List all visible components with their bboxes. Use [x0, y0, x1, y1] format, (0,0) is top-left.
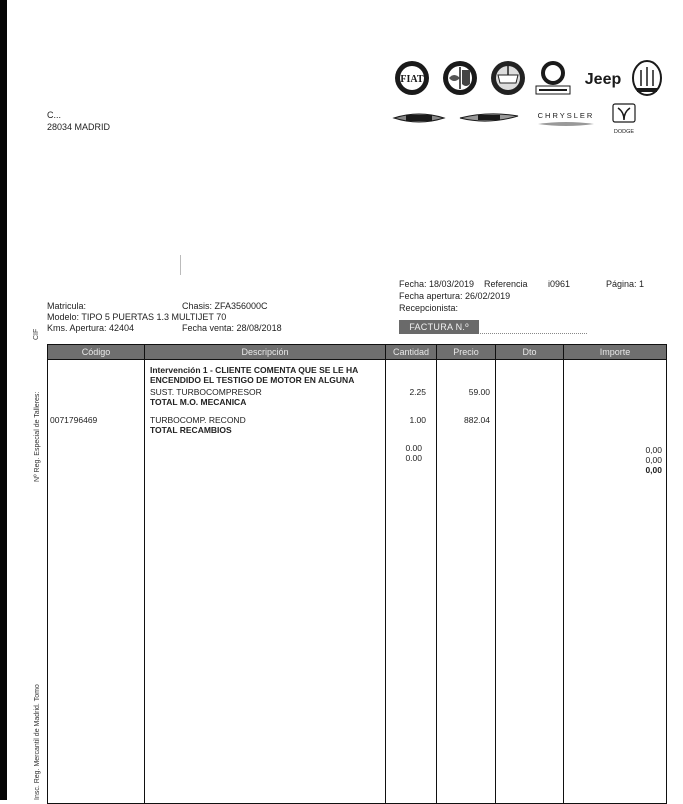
intervention-title-line1: Intervención 1 - CLIENTE COMENTA QUE SE LE HA [150, 365, 359, 375]
column-divider [385, 345, 386, 803]
part-code: 0071796469 [50, 415, 98, 425]
line-description: SUST. TURBOCOMPRESOR [150, 387, 262, 397]
table-header [48, 345, 666, 359]
svg-text:Jeep: Jeep [584, 71, 622, 88]
amount-total: 0,00 [645, 465, 662, 475]
maserati-logo [633, 61, 661, 95]
subtotal-quantity: 0.00 [405, 453, 422, 463]
column-divider [436, 345, 437, 803]
chassis: Chasis: ZFA356000C [182, 301, 268, 311]
side-mercantile-registry: Insc. Reg. Mercantil de Madrid. Tomo [34, 684, 41, 800]
sale-date: Fecha venta: 28/08/2018 [182, 323, 282, 333]
column-header-discount: Dto [522, 347, 537, 357]
alfa-romeo-logo [443, 61, 477, 95]
receptionist: Recepcionista: [399, 303, 459, 313]
chrysler-wings-logo [460, 114, 518, 121]
invoice-number-label: FACTURA N.º [399, 320, 479, 334]
jeep-logo [585, 71, 622, 88]
fiat-professional-logo [536, 61, 570, 94]
brand-logos [388, 58, 668, 138]
line-price: 59.00 [468, 387, 490, 397]
column-header-description: Descripción [241, 347, 289, 357]
intervention-title-line2: ENCENDIDO EL TESTIGO DE MOTOR EN ALGUNA [150, 375, 355, 385]
opening-km: Kms. Apertura: 42404 [47, 323, 135, 333]
svg-text:DODGE: DODGE [613, 129, 635, 135]
plate-label: Matricula: [47, 301, 87, 311]
invoice-date: Fecha: 18/03/2019 [399, 279, 475, 289]
line-quantity: 2.25 [409, 387, 426, 397]
vehicle-model: Modelo: TIPO 5 PUERTAS 1.3 MULTIJET 70 [47, 312, 227, 322]
scan-left-edge [0, 0, 7, 800]
column-header-price: Precio [453, 347, 479, 357]
line-quantity: 1.00 [409, 415, 426, 425]
invoice-number-dotted-line [480, 333, 587, 334]
amount-value: 0,00 [645, 445, 662, 455]
customer-name: C... [47, 110, 62, 120]
page-number: Página: 1 [606, 279, 645, 289]
svg-text:FIAT: FIAT [400, 74, 424, 85]
column-header-code: Código [81, 347, 111, 357]
reference-value: i0961 [548, 279, 571, 289]
invoice-lines-table [47, 344, 667, 804]
column-divider [495, 345, 496, 803]
side-workshop-registry: Nº Reg. Especial de Talleres: [34, 391, 41, 482]
side-cif: CIF [33, 328, 40, 340]
reference-label: Referencia [484, 279, 528, 289]
amount-value: 0,00 [645, 455, 662, 465]
dodge-logo [613, 104, 635, 135]
column-header-quantity: Cantidad [392, 347, 430, 357]
fiat-logo [395, 61, 429, 95]
brand-logos-graphic [388, 58, 668, 138]
chrysler-logo [538, 111, 595, 126]
parts-total-label: TOTAL RECAMBIOS [150, 425, 232, 435]
column-divider [144, 345, 145, 803]
column-header-amount: Importe [599, 347, 631, 357]
labour-total-label: TOTAL M.O. MECANICA [150, 397, 247, 407]
line-description: TURBOCOMP. RECOND [150, 415, 246, 425]
header-divider [48, 359, 666, 360]
svg-text:CHRYSLER: CHRYSLER [537, 111, 595, 120]
opening-date: Fecha apertura: 26/02/2019 [399, 291, 511, 301]
subtotal-quantity: 0.00 [405, 443, 422, 453]
abarth-logo [394, 114, 444, 122]
line-price: 882.04 [464, 415, 490, 425]
scan-mark [180, 255, 181, 275]
customer-city: 28034 MADRID [47, 122, 111, 132]
lancia-logo [491, 61, 525, 95]
column-divider [563, 345, 564, 803]
